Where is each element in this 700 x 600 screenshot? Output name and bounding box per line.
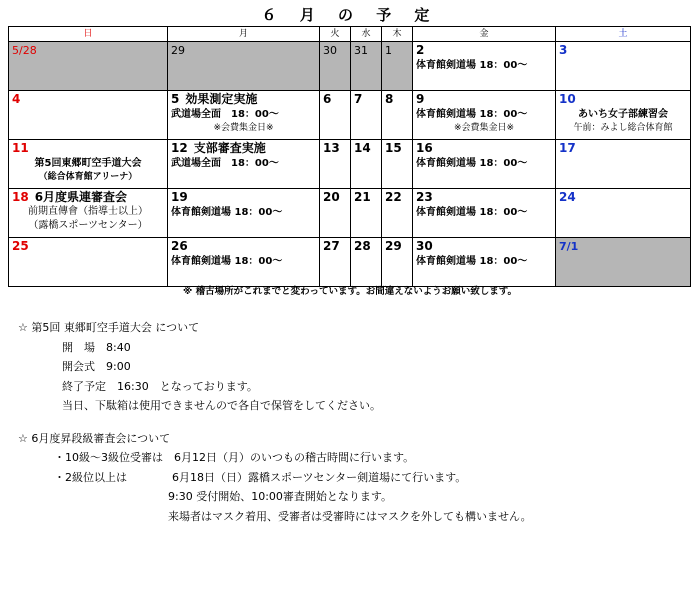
practice-line: 武道場全面 18：00～	[171, 158, 279, 169]
notes-section	[18, 318, 688, 526]
day-number: 11	[12, 141, 29, 155]
day-cell	[556, 140, 691, 189]
weekday-header-row	[9, 27, 691, 42]
day-number: 24	[559, 190, 576, 204]
day-cell	[556, 91, 691, 140]
week-row	[9, 140, 691, 189]
practice-line: 体育館剣道場 18：00～	[416, 158, 528, 169]
header-mon: 月	[168, 27, 320, 42]
day-number: 17	[559, 141, 576, 155]
exam-bullet-kyu: ・10級～3級位受審は 6月12日（月）のいつもの稽古時間に行います。	[54, 451, 415, 464]
header-wed: 水	[351, 27, 382, 42]
day-cell	[168, 91, 320, 140]
note-text: 前期直傳會（指導士以上）	[28, 206, 148, 217]
day-cell	[413, 91, 556, 140]
note-text: （露橋スポーツセンター）	[28, 220, 148, 231]
day-number: 18 6月度県連審査会	[12, 190, 128, 204]
day-cell	[320, 42, 351, 91]
day-number: 29	[171, 44, 185, 57]
caution-text: ※ 稽古場所がこれまでと変わっています。お間違えないようお願い致します。	[183, 286, 517, 297]
exam-mask-line: 来場者はマスク着用、受審者は受審時にはマスクを外しても構いません。	[168, 509, 532, 523]
day-cell	[320, 238, 351, 287]
day-number: 20	[323, 190, 340, 204]
week-row	[9, 42, 691, 91]
tournament-shoes-note: 当日、下駄箱は使用できませんので各自で保管をしてください。	[62, 399, 381, 412]
day-cell	[9, 91, 168, 140]
exam-bullet-dan	[18, 468, 688, 488]
practice-line: 体育館剣道場 18：00～	[416, 256, 528, 267]
day-number: 16	[416, 141, 433, 155]
day-number: 29	[385, 239, 402, 253]
day-cell	[320, 189, 351, 238]
day-number: 14	[354, 141, 371, 155]
header-sun: 日	[9, 27, 168, 42]
tournament-end-time: 終了予定 16:30 となっております。	[62, 379, 258, 393]
day-cell	[351, 189, 382, 238]
day-number: 28	[354, 239, 371, 253]
day-number: 30	[323, 44, 337, 57]
day-cell	[351, 91, 382, 140]
day-cell	[382, 238, 413, 287]
day-number: 30	[416, 239, 433, 253]
day-number: 21	[354, 190, 371, 204]
day-number: 26	[171, 239, 188, 253]
day-cell	[168, 42, 320, 91]
note-text: （総合体育館アリーナ）	[38, 172, 138, 182]
day-number: 13	[323, 141, 340, 155]
day-cell	[382, 91, 413, 140]
practice-line: 体育館剣道場 18：00～	[171, 256, 283, 267]
day-cell	[320, 140, 351, 189]
day-cell	[413, 42, 556, 91]
exam-heading: ☆ 6月度昇段級審査会について	[18, 431, 171, 445]
day-number: 3	[559, 43, 568, 57]
day-cell	[556, 189, 691, 238]
day-cell	[9, 42, 168, 91]
day-cell	[351, 140, 382, 189]
day-cell	[168, 189, 320, 238]
tournament-open-time: 開 場 8:40	[62, 340, 131, 354]
header-fri: 金	[413, 27, 556, 42]
day-number: 12 支部審査実施	[171, 141, 266, 155]
exam-schedule-line: 9:30 受付開始、10:00審査開始となります。	[168, 490, 393, 503]
day-number: 15	[385, 141, 402, 155]
day-number: 19	[171, 190, 188, 204]
day-cell	[413, 238, 556, 287]
exam-bullet-dan-value: 6月18日（日）露橋スポーツセンター剣道場にて行います。	[172, 470, 467, 484]
week-row	[9, 238, 691, 287]
day-cell	[413, 189, 556, 238]
day-number: 27	[323, 239, 340, 253]
header-thu: 木	[382, 27, 413, 42]
day-number: 7/1	[559, 240, 579, 253]
day-number: 10	[559, 92, 576, 106]
day-number: 31	[354, 44, 368, 57]
day-cell	[168, 238, 320, 287]
day-number: 23	[416, 190, 433, 204]
exam-bullet-dan-key: ・2級位以上は	[54, 470, 127, 484]
day-cell	[351, 42, 382, 91]
note-text: ※会費集金日※	[453, 123, 515, 133]
practice-line: 体育館剣道場 18：00～	[416, 60, 528, 71]
week-row	[9, 189, 691, 238]
calendar-table	[8, 26, 691, 287]
event-label: 効果測定実施	[185, 92, 258, 106]
day-number: 8	[385, 92, 394, 106]
practice-line: 体育館剣道場 18：00～	[171, 207, 283, 218]
day-cell	[168, 140, 320, 189]
day-number: 5 効果測定実施	[171, 92, 258, 106]
day-cell	[382, 140, 413, 189]
day-cell	[382, 42, 413, 91]
day-number: 1	[385, 44, 392, 57]
day-cell	[320, 91, 351, 140]
day-number: 25	[12, 239, 29, 253]
day-cell	[382, 189, 413, 238]
day-number: 2	[416, 43, 425, 57]
day-number: 6	[323, 92, 332, 106]
day-cell	[9, 238, 168, 287]
day-number: 7	[354, 92, 363, 106]
day-cell	[556, 42, 691, 91]
practice-line: 体育館剣道場 18：00～	[416, 207, 528, 218]
day-number: 9	[416, 92, 425, 106]
event-label: 第5回東郷町空手道大会	[34, 158, 142, 169]
day-cell	[413, 140, 556, 189]
tournament-heading: ☆ 第5回 東郷町空手道大会 について	[18, 321, 200, 334]
event-label: 6月度県連審査会	[34, 190, 128, 204]
note-text: ※会費集金日※	[213, 123, 274, 133]
header-tue: 火	[320, 27, 351, 42]
day-cell	[556, 238, 691, 287]
practice-line: 体育館剣道場 18：00～	[416, 109, 528, 120]
note-text: 午前：みよし総合体育館	[573, 123, 673, 133]
day-cell	[9, 189, 168, 238]
day-number: 22	[385, 190, 402, 204]
day-number: 4	[12, 92, 21, 106]
tournament-ceremony-time: 開会式 9:00	[62, 360, 131, 373]
day-cell	[351, 238, 382, 287]
day-number: 5/28	[12, 44, 37, 57]
week-row	[9, 91, 691, 140]
header-sat: 土	[556, 27, 691, 42]
practice-line: 武道場全面 18：00～	[171, 109, 279, 120]
event-label: 支部審査実施	[193, 141, 266, 155]
day-cell	[9, 140, 168, 189]
page-title: ６ 月 の 予 定	[261, 6, 439, 24]
event-label: あいち女子部練習会	[578, 109, 668, 120]
